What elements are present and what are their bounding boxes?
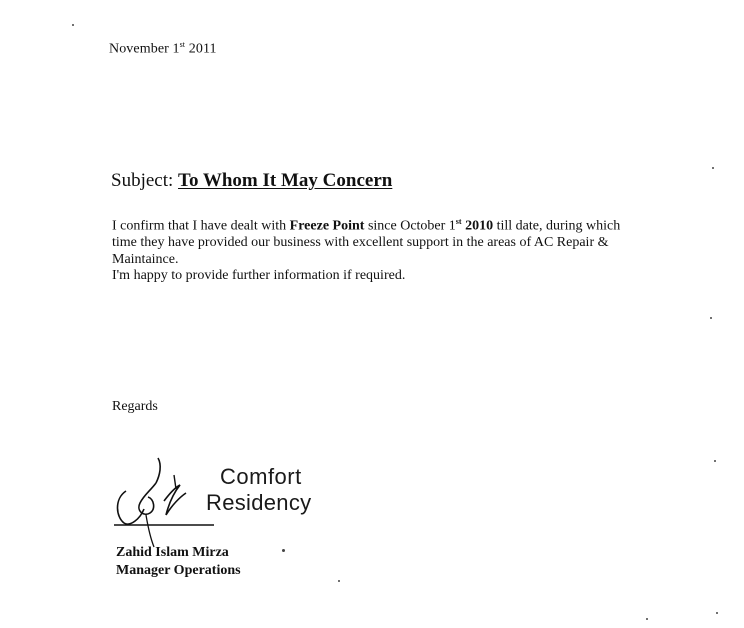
company-name: Freeze Point	[289, 218, 365, 234]
signatory-title: Manager Operations	[116, 563, 241, 578]
body-p1-mid: since October 1	[364, 218, 456, 234]
date-month-day: November 1	[109, 41, 180, 57]
body-p1-end: till date, during which time they have provided our business with excellent support in the areas of AC Repair & Maintaince.	[112, 218, 621, 267]
body-paragraph-1	[112, 214, 632, 268]
scan-speck	[282, 549, 285, 552]
date-year: 2011	[185, 41, 217, 57]
body-p1-year: 2010	[461, 218, 494, 234]
subject-line	[111, 170, 392, 192]
scan-speck	[338, 580, 340, 582]
closing-regards: Regards	[112, 399, 158, 414]
scan-speck	[646, 618, 648, 620]
stamp-line-1: Comfort	[220, 464, 302, 489]
date-suffix: st	[179, 40, 186, 49]
scan-speck	[716, 612, 718, 614]
letter-body	[112, 214, 632, 285]
subject-label: Subject:	[111, 170, 179, 191]
body-paragraph-2: I'm happy to provide further information if required.	[112, 268, 406, 284]
scan-speck	[710, 317, 712, 319]
signatory-name: Zahid Islam Mirza	[116, 545, 229, 560]
scan-speck	[714, 460, 716, 462]
letter-date	[109, 40, 217, 58]
body-p1-sup: st	[455, 217, 462, 226]
company-stamp	[206, 464, 311, 516]
scan-speck	[72, 24, 74, 26]
stamp-line-2: Residency	[206, 490, 312, 515]
subject-title: To Whom It May Concern	[178, 170, 393, 191]
scan-speck	[712, 167, 714, 169]
signatory-block	[116, 544, 241, 580]
body-p1-start: I confirm that I have dealt with	[112, 218, 290, 234]
